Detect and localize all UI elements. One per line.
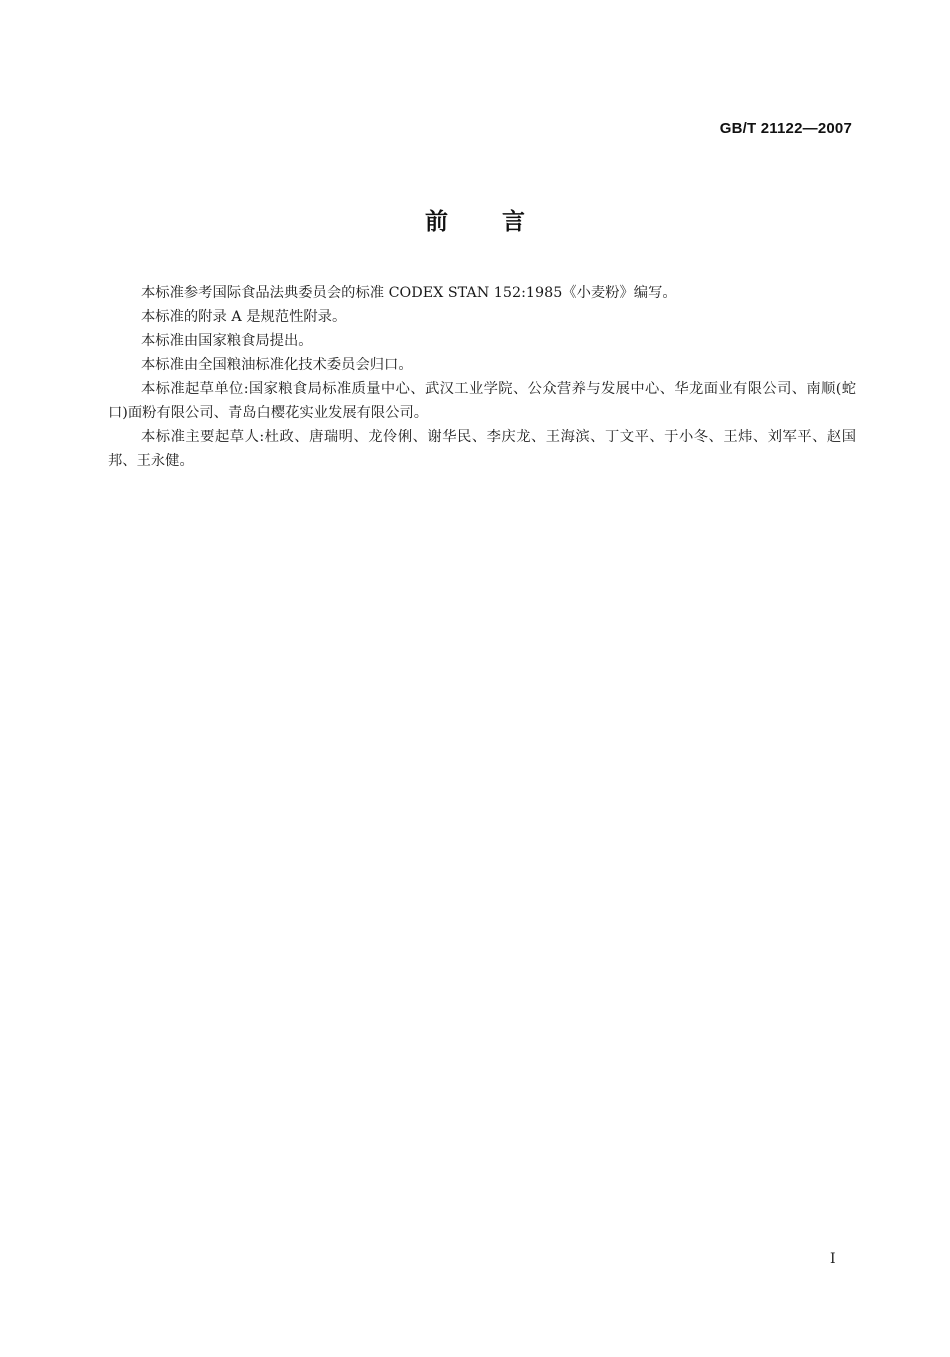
paragraph-reference-standard: 本标准参考国际食品法典委员会的标准 CODEX STAN 152:1985《小麦粉》编写。 [141,285,677,301]
page-number: I [830,1251,836,1267]
paragraph-drafters: 本标准主要起草人:杜政、唐瑞明、龙伶俐、谢华民、李庆龙、王海滨、丁文平、于小冬、王炜、刘军平、赵国邦、王永健。 [108,429,856,469]
standard-number: GB/T 21122—2007 [719,120,852,137]
page-title [0,203,950,236]
paragraph-centralized-by: 本标准由全国粮油标准化技术委员会归口。 [141,357,413,373]
paragraph-drafting-units: 本标准起草单位:国家粮食局标准质量中心、武汉工业学院、公众营养与发展中心、华龙面业有限公司、南顺(蛇口)面粉有限公司、青岛白樱花实业发展有限公司。 [108,381,856,421]
title-char: 言 [502,209,525,235]
paragraph-proposed-by: 本标准由国家粮食局提出。 [141,333,313,349]
paragraph-appendix: 本标准的附录 A 是规范性附录。 [141,309,347,325]
title-char: 前 [425,209,448,235]
preface-body [108,281,856,473]
